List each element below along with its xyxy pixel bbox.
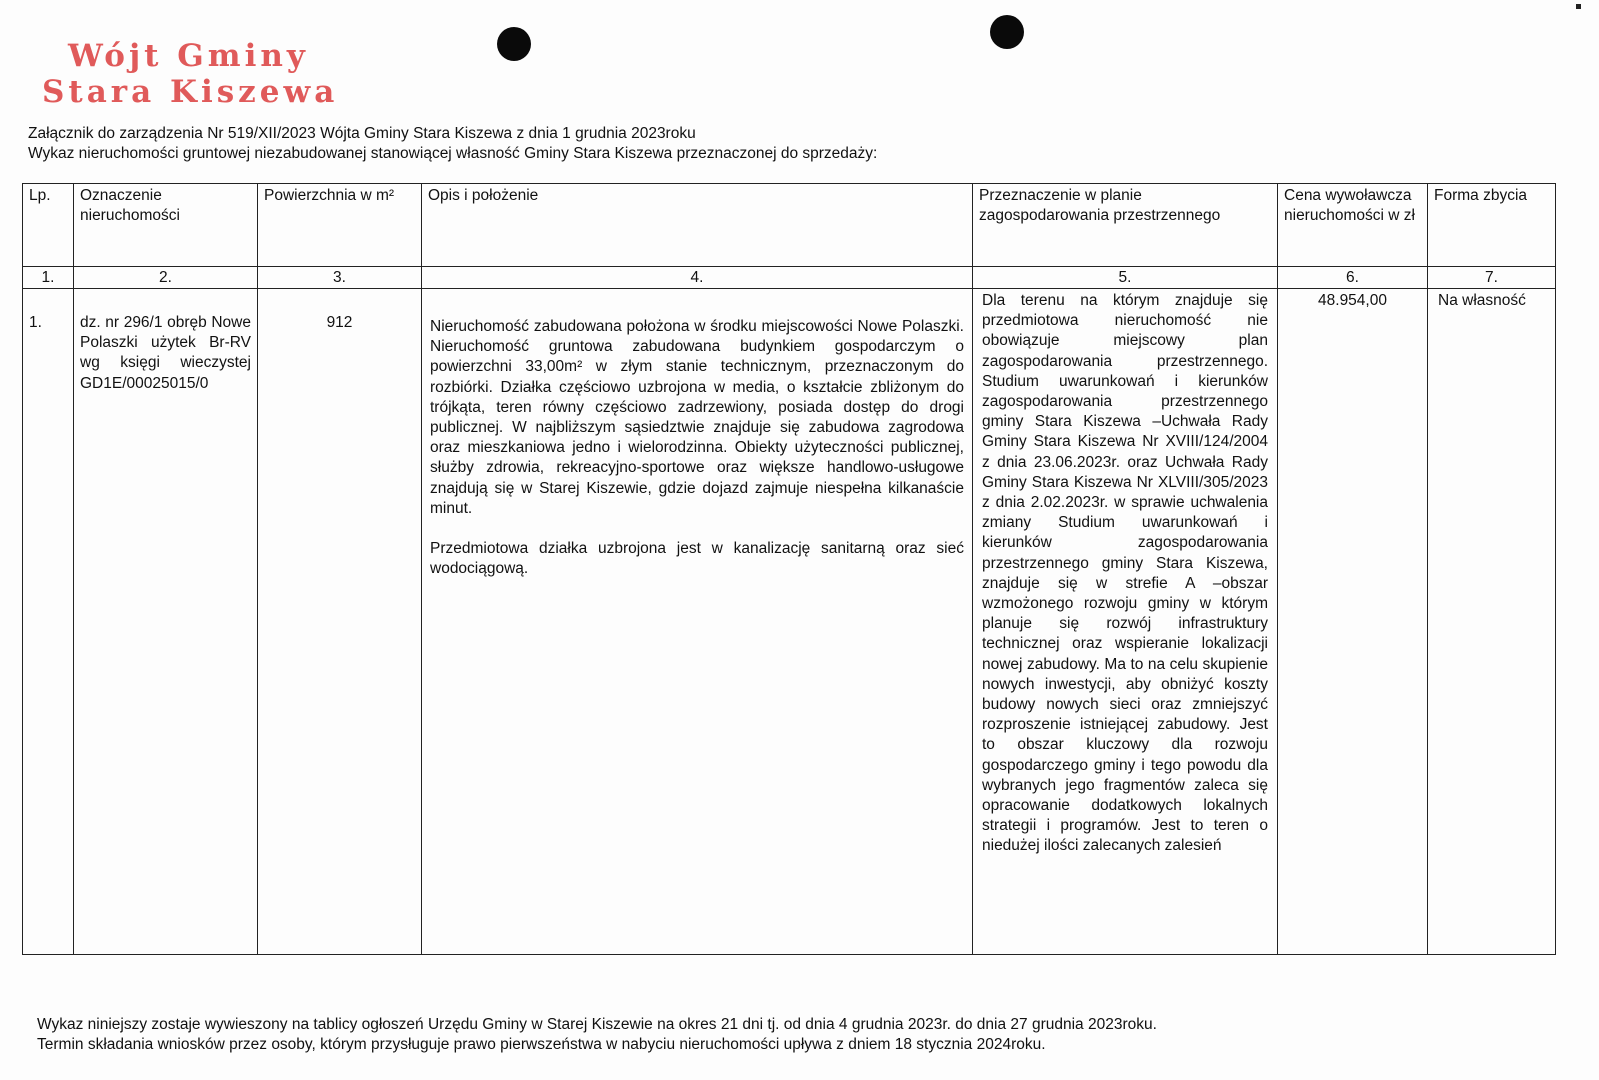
official-stamp bbox=[42, 38, 338, 110]
header-oznaczenie: Oznaczenie nieruchomości bbox=[74, 184, 258, 267]
column-number: 5. bbox=[973, 267, 1278, 289]
stamp-line-1: Wójt Gminy bbox=[68, 38, 309, 74]
column-number: 6. bbox=[1278, 267, 1428, 289]
stamp-line-2: Stara Kiszewa bbox=[42, 74, 339, 110]
cell-lp: 1. bbox=[23, 289, 74, 955]
header-opis: Opis i położenie bbox=[422, 184, 973, 267]
cell-oznaczenie: dz. nr 296/1 obręb Nowe Polaszki użytek Br-RV wg księgi wieczystej GD1E/00025015/0 bbox=[74, 289, 258, 955]
opis-paragraph-1: Nieruchomość zabudowana położona w środku miejscowości Nowe Polaszki. Nieruchomość gruntowa zabudowana budynkiem gospodarczym o powierzchni 33,00m² w złym stanie technicznym, przeznaczonym do rozbiórki. Działka częściowo uzbrojona w media, o kształcie zbliżonym do trójkąta, teren równy częściowo zadrzewiony, posiada dostęp do drogi publicznej. W najbliższym sąsiedztwie znajduje się zabudowa zagrodowa oraz mieszkaniowa jedno i wielorodzinna. Obiekty użyteczności publicznej, służby zdrowia, rekreacyjno-sportowe oraz większe handlowo-usługowe znajdują się w Starej Kiszewie, gdzie dojazd zajmuje niespełna kilkanaście minut. bbox=[430, 318, 964, 517]
column-number: 2. bbox=[74, 267, 258, 289]
cell-forma: Na własność bbox=[1428, 289, 1556, 955]
column-number: 3. bbox=[258, 267, 422, 289]
header-forma: Forma zbycia bbox=[1428, 184, 1556, 267]
punch-hole-right bbox=[990, 15, 1024, 49]
cell-opis bbox=[422, 289, 973, 955]
header-przeznaczenie: Przeznaczenie w planie zagospodarowania przestrzennego bbox=[973, 184, 1278, 267]
document-heading bbox=[28, 124, 877, 164]
header-row bbox=[23, 184, 1556, 267]
heading-line-1: Załącznik do zarządzenia Nr 519/XII/2023 Wójta Gminy Stara Kiszewa z dnia 1 grudnia 2023roku bbox=[28, 125, 696, 142]
footer-line-2: Termin składania wniosków przez osoby, którym przysługuje prawo pierwszeństwa w nabyciu nieruchomości upływa z dniem 18 stycznia 2024roku. bbox=[37, 1036, 1046, 1053]
cell-przeznaczenie: Dla terenu na którym znajduje się przedmiotowa nieruchomość nie obowiązuje miejscowy plan zagospodarowania przestrzennego. Studium uwarunkowań i kierunków zagospodarowania przestrzennego gminy Stara Kiszewa –Uchwała Rady Gminy Stara Kiszewa Nr XVIII/124/2004 z dnia 23.06.2023r. oraz Uchwała Rady Gminy Stara Kiszewa Nr XLVIII/305/2023 z dnia 2.02.2023r. w sprawie uchwalenia zmiany Studium uwarunkowań i kierunków zagospodarowania przestrzennego gminy Stara Kiszewa, znajduje się w strefie A –obszar wzmożonego rozwoju gminy w którym planuje się rozwój infrastruktury technicznej oraz wspieranie lokalizacji nowej zabudowy. Ma to na celu skupienie nowych inwestycji, aby obniżyć koszty budowy nowych sieci oraz zmniejszyć rozproszenie istniejącej zabudowy. Jest to obszar kluczowy dla rozwoju gospodarczego gminy i tego powodu dla wybranych jego fragmentów zaleca się opracowanie dodatkowych lokalnych strategii i programów. Jest to teren o niedużej ilości zalecanych zalesień bbox=[973, 289, 1278, 955]
header-powierzchnia: Powierzchnia w m² bbox=[258, 184, 422, 267]
header-lp: Lp. bbox=[23, 184, 74, 267]
document-footer bbox=[37, 1015, 1157, 1055]
column-number: 7. bbox=[1428, 267, 1556, 289]
property-table bbox=[22, 183, 1556, 955]
punch-hole-left bbox=[497, 27, 531, 61]
table-row bbox=[23, 289, 1556, 955]
scan-mark bbox=[1576, 4, 1581, 9]
cell-cena: 48.954,00 bbox=[1278, 289, 1428, 955]
header-cena: Cena wywoławcza nieruchomości w zł bbox=[1278, 184, 1428, 267]
column-number: 1. bbox=[23, 267, 74, 289]
opis-paragraph-2: Przedmiotowa działka uzbrojona jest w kanalizację sanitarną oraz sieć wodociągową. bbox=[430, 540, 964, 578]
column-number: 4. bbox=[422, 267, 973, 289]
column-number-row bbox=[23, 267, 1556, 289]
footer-line-1: Wykaz niniejszy zostaje wywieszony na tablicy ogłoszeń Urzędu Gminy w Starej Kiszewie na okres 21 dni tj. od dnia 4 grudnia 2023r. do dnia 27 grudnia 2023roku. bbox=[37, 1016, 1157, 1033]
heading-line-2: Wykaz nieruchomości gruntowej niezabudowanej stanowiącej własność Gminy Stara Kiszewa przeznaczonej do sprzedaży: bbox=[28, 145, 878, 162]
cell-powierzchnia: 912 bbox=[258, 289, 422, 955]
